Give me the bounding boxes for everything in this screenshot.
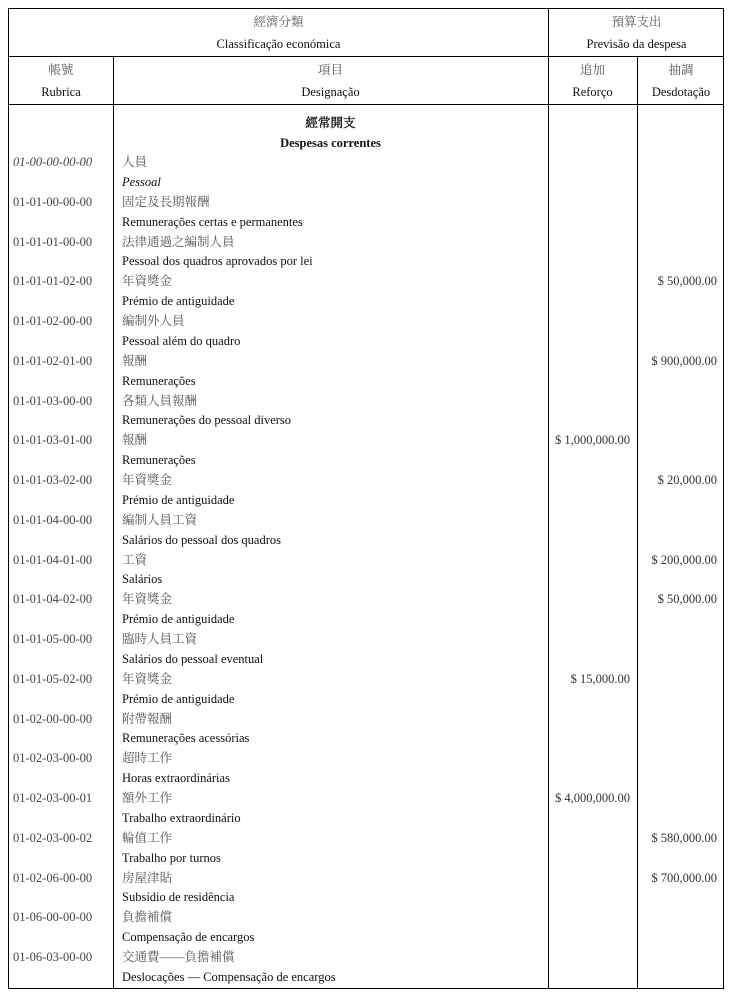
row-code: 01-01-02-01-00 — [13, 353, 93, 368]
row-designation-zh: 年資獎金 — [122, 473, 173, 487]
column-divider — [548, 9, 549, 988]
row-designation-pt: Compensação de encargos — [122, 930, 255, 945]
row-designation-pt: Remunerações — [122, 373, 196, 388]
header-pt: Rubrica — [41, 85, 81, 99]
row-divider — [9, 56, 723, 57]
row-code: 01-02-06-00-00 — [13, 870, 93, 885]
row-code: 01-01-04-01-00 — [13, 552, 93, 567]
header-pt: Designação — [301, 85, 360, 99]
row-designation-zh: 臨時人員工資 — [122, 632, 198, 646]
row-code: 01-01-05-02-00 — [13, 671, 93, 686]
row-desdotacao-amount: $ 50,000.00 — [657, 592, 717, 607]
row-designation-pt: Deslocações — Compensação de encargos — [122, 969, 336, 984]
row-designation-pt: Remunerações certas e permanentes — [122, 214, 303, 229]
row-desdotacao-amount: $ 200,000.00 — [651, 552, 717, 567]
row-designation-zh: 報酬 — [122, 353, 148, 368]
header-zh: 經濟分類 — [253, 15, 304, 29]
row-code: 01-01-02-00-00 — [13, 314, 93, 328]
row-designation-zh: 負擔補償 — [122, 910, 173, 925]
row-designation-zh: 超時工作 — [122, 751, 173, 766]
row-designation-pt: Prémio de antiguidade — [122, 612, 235, 627]
row-designation-pt: Pessoal — [122, 174, 161, 189]
row-desdotacao-amount: $ 580,000.00 — [651, 830, 717, 845]
header-pt: Classificação económica — [216, 37, 341, 51]
row-designation-zh: 固定及長期報酬 — [122, 194, 210, 209]
column-divider — [113, 57, 114, 988]
row-code: 01-01-04-02-00 — [13, 592, 93, 607]
row-designation-pt: Trabalho extraordinário — [122, 810, 241, 825]
header-budget — [548, 11, 725, 55]
row-desdotacao-amount: $ 50,000.00 — [657, 274, 717, 289]
header-zh: 追加 — [579, 63, 605, 77]
row-designation-zh: 法律通過之編制人員 — [122, 234, 235, 249]
row-designation-zh: 報酬 — [122, 433, 148, 448]
header-pt: Desdotação — [651, 85, 711, 99]
row-designation-zh: 年資獎金 — [122, 671, 173, 686]
row-code: 01-01-01-00-00 — [13, 234, 93, 249]
row-code: 01-00-00-00-00 — [13, 155, 93, 169]
row-designation-zh: 額外工作 — [122, 791, 173, 805]
row-desdotacao-amount: $ 20,000.00 — [657, 473, 717, 487]
section-title-zh: 經常開支 — [305, 116, 356, 130]
row-designation-zh: 各類人員報酬 — [122, 393, 198, 408]
row-designation-zh: 附帶報酬 — [122, 711, 173, 726]
row-designation-zh: 輪值工作 — [122, 830, 173, 845]
row-code: 01-01-03-01-00 — [13, 433, 93, 448]
row-designation-pt: Salários do pessoal eventual — [122, 651, 264, 666]
row-designation-pt: Trabalho por turnos — [122, 850, 221, 865]
row-reforco-amount: $ 1,000,000.00 — [555, 433, 630, 448]
row-reforco-amount: $ 4,000,000.00 — [555, 791, 630, 805]
row-designation-zh: 年資獎金 — [122, 592, 173, 607]
row-code: 01-01-05-00-00 — [13, 632, 93, 646]
row-code: 01-01-03-00-00 — [13, 393, 93, 408]
row-code: 01-02-03-00-01 — [13, 791, 93, 805]
budget-table — [8, 8, 724, 989]
row-code: 01-06-03-00-00 — [13, 950, 93, 964]
row-designation-zh: 編制人員工資 — [122, 512, 198, 527]
row-designation-pt: Remunerações acessórias — [122, 731, 250, 746]
row-designation-zh: 年資獎金 — [122, 274, 173, 289]
row-designation-pt: Remunerações do pessoal diverso — [122, 413, 292, 428]
row-code: 01-01-00-00-00 — [13, 194, 93, 209]
row-code: 01-02-00-00-00 — [13, 711, 93, 726]
row-designation-pt: Subsídio de residência — [122, 890, 235, 905]
row-designation-pt: Horas extraordinárias — [122, 771, 230, 786]
row-designation-zh: 房屋津貼 — [122, 870, 173, 885]
row-code: 01-02-03-00-02 — [13, 830, 93, 845]
row-designation-pt: Prémio de antiguidade — [122, 294, 235, 309]
header-reforco — [548, 59, 637, 103]
row-code: 01-02-03-00-00 — [13, 751, 93, 766]
header-zh: 帳號 — [48, 63, 74, 77]
row-desdotacao-amount: $ 700,000.00 — [651, 870, 717, 885]
row-code: 01-01-04-00-00 — [13, 512, 93, 527]
row-designation-pt: Salários — [122, 572, 163, 587]
header-designacao — [113, 59, 548, 103]
row-designation-zh: 人員 — [122, 155, 148, 169]
header-zh: 抽調 — [668, 63, 694, 77]
row-code: 01-01-01-02-00 — [13, 274, 93, 289]
row-designation-pt: Remunerações — [122, 453, 196, 468]
section-title-pt: Despesas correntes — [280, 136, 381, 150]
row-designation-pt: Prémio de antiguidade — [122, 691, 235, 706]
row-reforco-amount: $ 15,000.00 — [570, 671, 630, 686]
row-divider — [9, 104, 723, 105]
row-code: 01-01-03-02-00 — [13, 473, 93, 487]
header-desdotacao — [637, 59, 725, 103]
column-divider — [637, 57, 638, 988]
row-designation-pt: Pessoal além do quadro — [122, 333, 241, 348]
header-zh: 預算支出 — [611, 15, 662, 29]
row-code: 01-06-00-00-00 — [13, 910, 93, 925]
row-designation-zh: 交通費——負擔補償 — [122, 950, 235, 964]
header-pt: Previsão da despesa — [586, 37, 687, 51]
row-designation-pt: Pessoal dos quadros aprovados por lei — [122, 254, 313, 269]
row-designation-pt: Prémio de antiguidade — [122, 492, 235, 507]
row-designation-pt: Salários do pessoal dos quadros — [122, 532, 282, 547]
row-designation-zh: 工資 — [122, 552, 148, 567]
header-rubrica — [9, 59, 113, 103]
row-desdotacao-amount: $ 900,000.00 — [651, 353, 717, 368]
header-pt: Reforço — [572, 85, 613, 99]
header-zh: 項目 — [317, 63, 343, 77]
header-classification — [9, 11, 548, 55]
row-designation-zh: 編制外人員 — [122, 314, 185, 328]
